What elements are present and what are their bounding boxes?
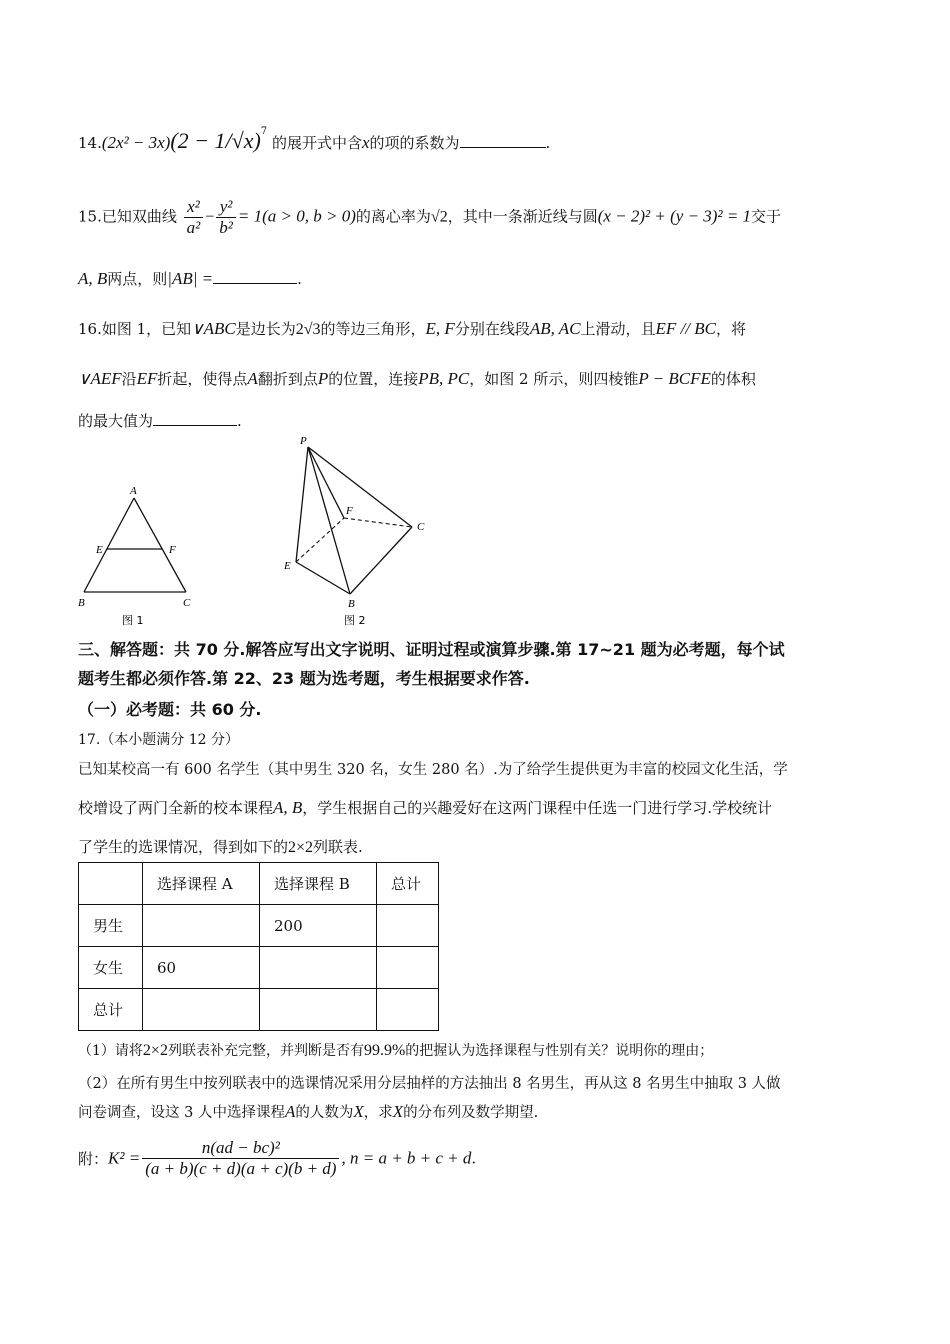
q16-l2-b: 折起，使得点 bbox=[157, 370, 248, 388]
table-header-cell: 选择课程 B bbox=[260, 863, 377, 905]
q15-frac1-num: x² bbox=[184, 197, 204, 218]
q14-right-factor: (2 − 1/√x) bbox=[170, 128, 261, 153]
q17-s1-pct: 99.9% bbox=[363, 1042, 406, 1059]
q16-l2-d: 的位置，连接 bbox=[328, 370, 419, 388]
appendix-end: . bbox=[471, 1149, 477, 1168]
table-cell bbox=[143, 905, 260, 947]
q17-p2-a: 校增设了两门全新的校本课程 bbox=[78, 799, 274, 817]
q17-appendix bbox=[78, 1138, 476, 1179]
q16-l1-d: 分别在线段 bbox=[454, 320, 530, 338]
q17-s2-var-a: A bbox=[284, 1102, 296, 1121]
fig1-label-c: C bbox=[183, 597, 191, 609]
fig1-edge-ab bbox=[84, 498, 134, 592]
q15-points: A, B bbox=[78, 269, 108, 288]
figure-1 bbox=[70, 480, 210, 630]
q16-l1-b: 是边长为 bbox=[235, 320, 296, 338]
q15-frac2-den: b² bbox=[219, 218, 233, 237]
table-cell: 男生 bbox=[79, 905, 143, 947]
q15-line2-b: 两点，则 bbox=[107, 270, 168, 288]
fig2-label-c: C bbox=[417, 521, 425, 533]
q16-answer-blank[interactable] bbox=[153, 411, 237, 426]
table-cell bbox=[377, 989, 439, 1031]
q14-end: . bbox=[545, 134, 551, 152]
q16-l2-a: 沿 bbox=[121, 370, 137, 388]
q15-circle: (x − 2)² + (y − 3)² = 1 bbox=[597, 206, 752, 226]
fig2-edge-pc bbox=[308, 447, 412, 527]
q16-l3-a: 的最大值为 bbox=[78, 412, 154, 430]
q16-l1-f: ，将 bbox=[716, 320, 747, 338]
q16-end: . bbox=[237, 412, 242, 430]
q17-p3-b: 列联表. bbox=[313, 838, 363, 856]
q17-p2-ab: A, B bbox=[273, 798, 303, 817]
table-row bbox=[79, 947, 439, 989]
q17-s2-var-x2: X bbox=[392, 1102, 404, 1121]
table-header-cell: 总计 bbox=[377, 863, 439, 905]
formula-denominator: (a + b)(c + d)(a + c)(b + d) bbox=[145, 1159, 337, 1178]
q17-s2-b: 的人数为 bbox=[295, 1105, 354, 1121]
q14-text-a: 的展开式中含 bbox=[271, 134, 362, 152]
fig1-caption: 图 1 bbox=[122, 614, 144, 627]
q17-p1: 已知某校高一有 600 名学生（其中男生 320 名，女生 280 名）.为了给学生提供更为丰富的校园文化生活，学 bbox=[78, 762, 788, 778]
fig2-label-p: P bbox=[300, 435, 307, 447]
q15-answer-blank[interactable] bbox=[213, 269, 297, 284]
fig2-label-b: B bbox=[348, 598, 355, 610]
q17-p2-b: ，学生根据自己的兴趣爱好在这两门课程中任选一门进行学习.学校统计 bbox=[302, 799, 773, 817]
q15-frac-y bbox=[216, 197, 236, 238]
section-3-line1: 三、解答题：共 70 分.解答应写出文字说明、证明过程或演算步骤.第 17~21 题为必考题，每个试 bbox=[78, 640, 785, 659]
fig2-edge-pf bbox=[308, 447, 344, 518]
question-15-line2 bbox=[78, 268, 302, 289]
q15-frac-x bbox=[184, 197, 204, 238]
k2-symbol: K² = bbox=[108, 1148, 141, 1168]
table-cell bbox=[260, 947, 377, 989]
q15-number: 15. bbox=[78, 207, 102, 226]
q17-p3 bbox=[78, 836, 363, 857]
fig2-caption: 图 2 bbox=[344, 614, 366, 627]
formula-tail: , n = a + b + c + d bbox=[341, 1148, 472, 1168]
q16-l1-e: 上滑动，且 bbox=[580, 320, 656, 338]
table-header-cell: 选择课程 A bbox=[143, 863, 260, 905]
q15-end: . bbox=[297, 270, 302, 288]
q16-pbpc: PB, PC bbox=[418, 369, 470, 388]
q14-answer-blank[interactable] bbox=[460, 133, 546, 148]
q17-s2-c: ，求 bbox=[363, 1105, 393, 1121]
question-16 bbox=[78, 318, 746, 339]
fig1-label-f: F bbox=[169, 544, 176, 556]
figure-2 bbox=[280, 432, 440, 630]
q16-ef-pts: E, F bbox=[425, 319, 455, 338]
q14-text-b: 的项的系数为 bbox=[369, 134, 460, 152]
q17-s2-var-x: X bbox=[353, 1102, 364, 1121]
q16-segs: AB, AC bbox=[529, 319, 581, 338]
fig1-label-e: E bbox=[96, 544, 103, 556]
q16-l2-c: 翻折到点 bbox=[257, 370, 318, 388]
q17-s1-a: （1）请将 bbox=[78, 1043, 143, 1059]
table-row bbox=[79, 905, 439, 947]
q15-frac2-num: y² bbox=[216, 197, 236, 218]
q16-l1-a: 如图 1，已知 bbox=[101, 320, 192, 338]
table-header-row bbox=[79, 863, 439, 905]
q17-sub1 bbox=[78, 1040, 713, 1060]
table-cell: 总计 bbox=[79, 989, 143, 1031]
fig1-edge-ac bbox=[134, 498, 186, 592]
q16-tri-abc: ∨ABC bbox=[191, 319, 236, 338]
q17-s2-a: 问卷调查，设这 3 人中选择课程 bbox=[78, 1105, 285, 1121]
q15-text-d: 交于 bbox=[751, 207, 782, 226]
q15-ecc: √2 bbox=[430, 208, 448, 226]
q15-minus: − bbox=[205, 208, 215, 226]
q14-var: x bbox=[361, 133, 370, 152]
question-16-line3 bbox=[78, 410, 242, 431]
q14-left-factor: (2x² − 3x) bbox=[101, 133, 171, 152]
q15-abs: |AB| = bbox=[167, 269, 214, 288]
table-cell: 200 bbox=[260, 905, 377, 947]
q16-l1-c: 的等边三角形， bbox=[320, 320, 426, 338]
q17-header: 17.（本小题满分 12 分） bbox=[78, 732, 239, 748]
table-cell: 60 bbox=[143, 947, 260, 989]
fig1-label-a: A bbox=[130, 485, 137, 497]
table-header-cell bbox=[79, 863, 143, 905]
q14-exponent: 7 bbox=[260, 126, 268, 137]
fig2-edge-pb bbox=[308, 447, 350, 594]
fig1-label-b: B bbox=[78, 597, 85, 609]
k2-formula bbox=[142, 1138, 339, 1179]
appendix-label: 附： bbox=[78, 1150, 109, 1168]
q17-s1-c: 的把握认为选择课程与性别有关？说明你的理由； bbox=[405, 1043, 714, 1059]
q17-p2 bbox=[78, 797, 772, 818]
table-row bbox=[79, 989, 439, 1031]
q15-text-c: ，其中一条渐近线与圆 bbox=[447, 207, 598, 226]
q16-ef: EF bbox=[136, 369, 158, 388]
question-16-line2 bbox=[78, 368, 756, 389]
q17-sub2-line1: （2）在所有男生中按列联表中的选课情况采用分层抽样的方法抽出 8 名男生，再从这 8 名男生中抽取 3 人做 bbox=[78, 1076, 781, 1092]
q16-tri-aef: ∨AEF bbox=[78, 369, 122, 388]
table-cell bbox=[377, 947, 439, 989]
q17-s1-m: 2×2 bbox=[142, 1042, 168, 1059]
q15-eq: = 1(a > 0, b > 0) bbox=[237, 206, 356, 226]
section-3-sub: （一）必考题：共 60 分. bbox=[78, 700, 262, 719]
table-cell bbox=[260, 989, 377, 1031]
q15-frac1-den: a² bbox=[186, 218, 201, 237]
q15-text-b: 的离心率为 bbox=[355, 207, 431, 226]
section-3-line2: 题考生都必须作答.第 22、23 题为选考题，考生根据要求作答. bbox=[78, 669, 530, 688]
q16-number: 16. bbox=[78, 320, 102, 338]
formula-numerator: n(ad − bc)² bbox=[142, 1138, 339, 1159]
q17-s2-d: 的分布列及数学期望. bbox=[403, 1105, 539, 1121]
q16-l2-f: 的体积 bbox=[710, 370, 756, 388]
fig2-edge-pe bbox=[296, 447, 308, 562]
q14-number: 14. bbox=[78, 134, 102, 152]
q17-p3-a: 了学生的选课情况，得到如下的 bbox=[78, 838, 289, 856]
q15-text-a: 已知双曲线 bbox=[101, 207, 177, 226]
q17-sub2-line2 bbox=[78, 1101, 538, 1122]
question-15 bbox=[78, 197, 781, 238]
fig2-edge-ef bbox=[296, 518, 344, 562]
contingency-table bbox=[78, 862, 439, 1031]
fig2-label-f: F bbox=[346, 505, 353, 517]
q16-pt-p: P bbox=[317, 369, 329, 388]
q16-side: 2√3 bbox=[295, 321, 321, 338]
fig2-edge-bc bbox=[350, 527, 412, 594]
q16-pt-a: A bbox=[247, 369, 258, 388]
q16-parallel: EF // BC bbox=[655, 319, 716, 338]
q16-pyramid: P − BCFE bbox=[638, 369, 711, 388]
q17-p3-m: 2×2 bbox=[288, 839, 314, 856]
table-cell bbox=[377, 905, 439, 947]
q17-s1-b: 列联表补充完整，并判断是否有 bbox=[167, 1043, 364, 1059]
table-cell: 女生 bbox=[79, 947, 143, 989]
fig2-label-e: E bbox=[284, 560, 291, 572]
question-14 bbox=[78, 128, 550, 154]
table-cell bbox=[143, 989, 260, 1031]
q16-l2-e: ，如图 2 所示，则四棱锥 bbox=[469, 370, 639, 388]
